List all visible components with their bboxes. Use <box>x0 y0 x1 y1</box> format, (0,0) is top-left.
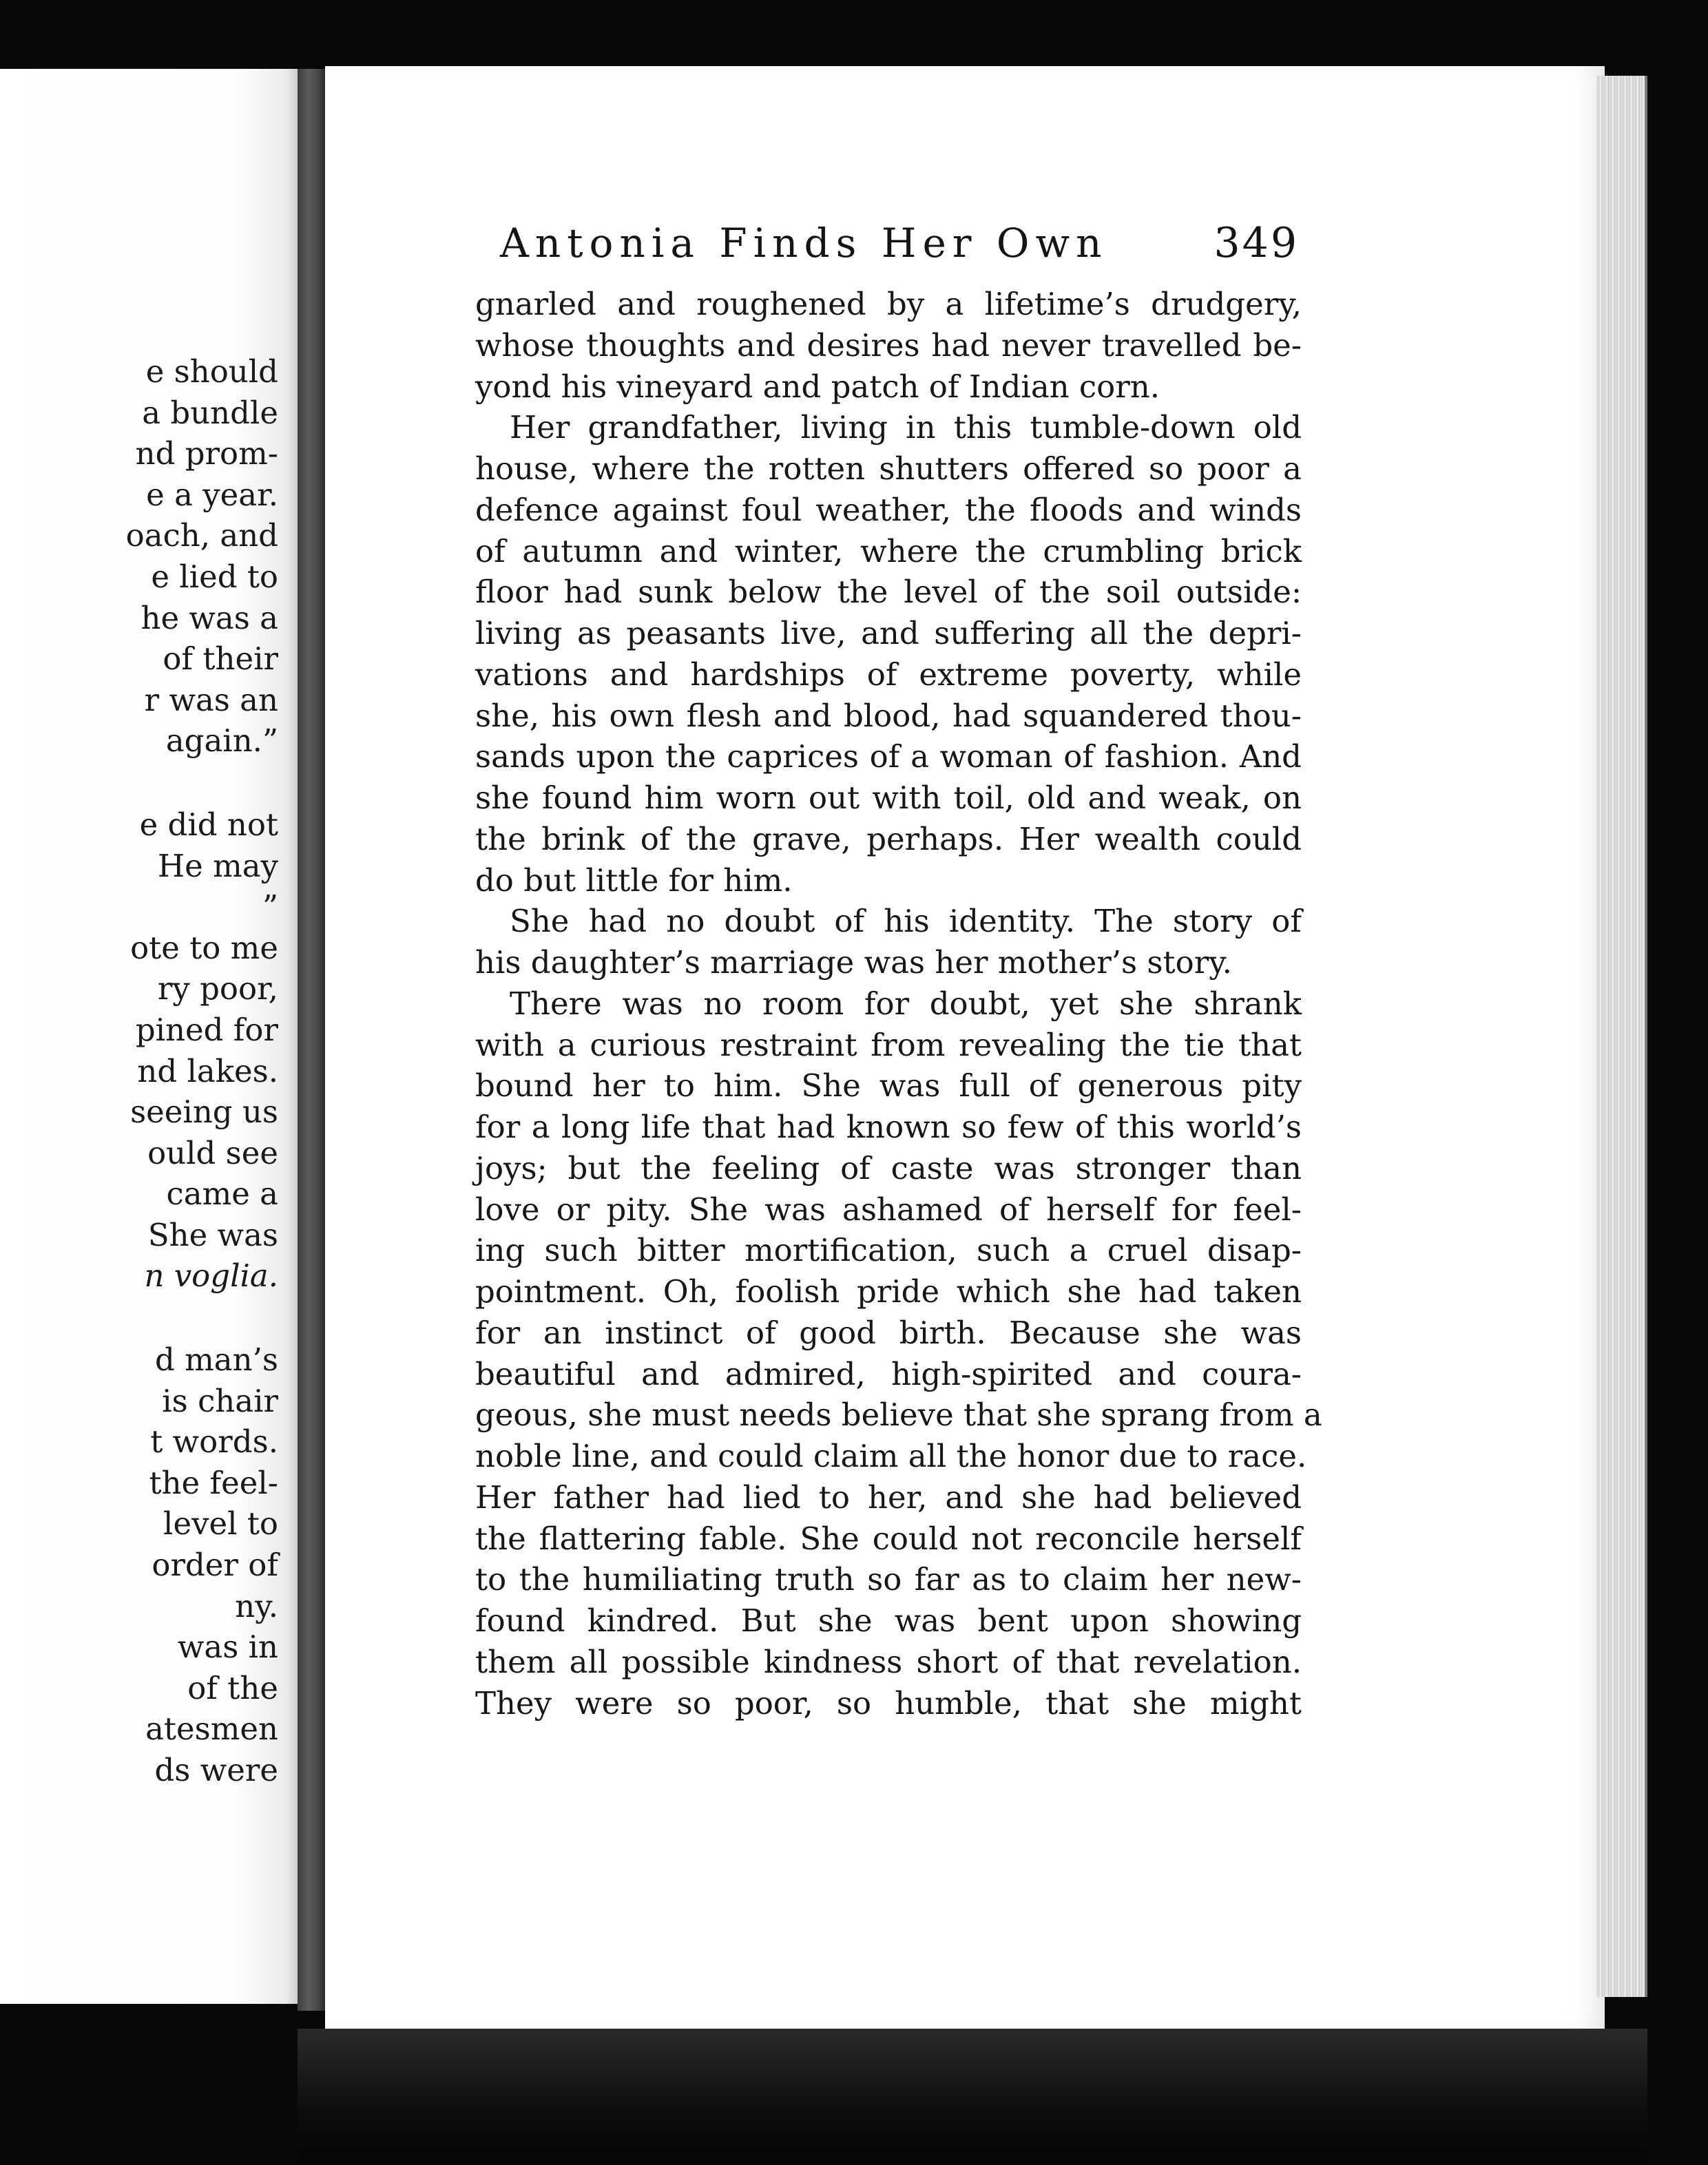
text-line: for an instinct of good birth. Because she was <box>475 1314 1302 1351</box>
verso-line: pined for <box>135 1011 278 1048</box>
verso-line: d man’s <box>155 1341 278 1379</box>
text-line: the brink of the grave, perhaps. Her wealth could <box>475 820 1302 857</box>
running-head <box>500 212 1299 274</box>
scan-bottom-shadow <box>298 2029 1647 2165</box>
recto-body-text <box>475 284 1322 1724</box>
verso-line: n voglia. <box>144 1257 278 1295</box>
text-line: There was no room for doubt, yet she shrank <box>510 985 1302 1022</box>
text-line: gnarled and roughened by a lifetime’s drudgery, <box>475 286 1302 322</box>
verso-line: level to <box>163 1505 278 1542</box>
verso-line: of the <box>187 1669 278 1706</box>
verso-line: ote to me <box>130 929 278 966</box>
verso-line: ds were <box>154 1752 278 1788</box>
verso-paragraph-gap <box>0 1297 278 1339</box>
text-line: of autumn and winter, where the crumbling brick <box>475 532 1302 569</box>
text-line: she found him worn out with toil, old and weak, on <box>475 780 1302 816</box>
verso-line: is chair <box>162 1382 278 1419</box>
verso-line: nd prom- <box>135 435 278 472</box>
verso-line: e should <box>145 353 278 390</box>
verso-line: ny. <box>235 1587 278 1624</box>
text-line: vations and hardships of extreme poverty, while <box>475 656 1302 693</box>
text-line: defence against foul weather, the floods and winds <box>475 491 1302 528</box>
text-line: them all possible kindness short of that revelation. <box>475 1643 1302 1680</box>
verso-line: of their <box>163 640 278 678</box>
verso-line: ” <box>262 888 278 925</box>
text-line: do but little for him. <box>475 861 793 899</box>
verso-line: e lied to <box>151 558 278 595</box>
verso-line: he was a <box>140 599 278 636</box>
verso-line: again.” <box>165 722 278 760</box>
text-line: Her father had lied to her, and she had believed <box>475 1478 1302 1516</box>
running-title: Antonia Finds Her Own <box>500 220 1108 266</box>
text-line: sands upon the caprices of a woman of fashion. And <box>475 738 1302 775</box>
text-line: noble line, and could claim all the honor due to race. <box>475 1438 1307 1474</box>
verso-line: oach, and <box>125 517 278 554</box>
text-line: They were so poor, so humble, that she might <box>475 1684 1302 1722</box>
verso-line: She was <box>147 1216 278 1253</box>
verso-line: order of <box>152 1547 278 1584</box>
page-number: 349 <box>1214 219 1299 267</box>
text-line: with a curious restraint from revealing the tie that <box>475 1026 1302 1063</box>
text-line: to the humiliating truth so far as to claim her new- <box>475 1561 1302 1598</box>
text-line: whose thoughts and desires had never travelled be- <box>475 326 1302 364</box>
verso-line: the feel- <box>149 1464 278 1501</box>
verso-line: seeing us <box>130 1094 278 1131</box>
verso-text-fragments <box>0 351 278 1791</box>
text-line: his daughter’s marriage was her mother’s story. <box>475 944 1232 981</box>
verso-line: He may <box>157 847 278 884</box>
text-line: living as peasants live, and suffering all the depri- <box>475 615 1302 651</box>
text-line: geous, she must needs believe that she sprang from a <box>475 1397 1322 1434</box>
text-line: the flattering fable. She could not reconcile herself <box>475 1520 1302 1557</box>
book-spine-gutter <box>298 69 325 2011</box>
verso-line: e a year. <box>146 476 278 513</box>
text-line: Her grandfather, living in this tumble-down old <box>510 409 1302 446</box>
verso-line: came a <box>166 1175 278 1213</box>
text-line: bound her to him. She was full of generous pity <box>475 1067 1302 1105</box>
text-line: floor had sunk below the level of the soil outside: <box>475 574 1302 611</box>
verso-line: e did not <box>139 806 278 843</box>
text-line: yond his vineyard and patch of Indian corn. <box>475 368 1160 405</box>
text-line: found kindred. But she was bent upon showing <box>475 1602 1302 1639</box>
verso-line: r was an <box>144 681 278 718</box>
verso-line: t words. <box>150 1423 278 1461</box>
verso-paragraph-gap <box>0 762 278 804</box>
text-line: She had no doubt of his identity. The story of <box>510 903 1302 940</box>
verso-line: ry poor, <box>157 970 278 1007</box>
text-line: for a long life that had known so few of this world’s <box>475 1109 1302 1145</box>
verso-line: atesmen <box>145 1711 278 1748</box>
verso-line: ould see <box>147 1134 278 1171</box>
verso-line: a bundle <box>142 394 278 431</box>
text-line: love or pity. She was ashamed of herself for feel- <box>475 1191 1302 1228</box>
text-line: house, where the rotten shutters offered so poor a <box>475 450 1302 487</box>
text-line: she, his own flesh and blood, had squandered thou- <box>475 697 1302 734</box>
verso-page <box>0 69 298 2004</box>
text-line: beautiful and admired, high-spirited and coura- <box>475 1355 1302 1392</box>
verso-line: was in <box>177 1629 278 1666</box>
page-block-fore-edge <box>1596 76 1647 1997</box>
text-line: joys; but the feeling of caste was stronger than <box>475 1149 1302 1186</box>
text-line: ing such bitter mortification, such a cruel disap- <box>475 1232 1302 1269</box>
text-line: pointment. Oh, foolish pride which she had taken <box>475 1273 1302 1310</box>
verso-line: nd lakes. <box>137 1052 278 1089</box>
